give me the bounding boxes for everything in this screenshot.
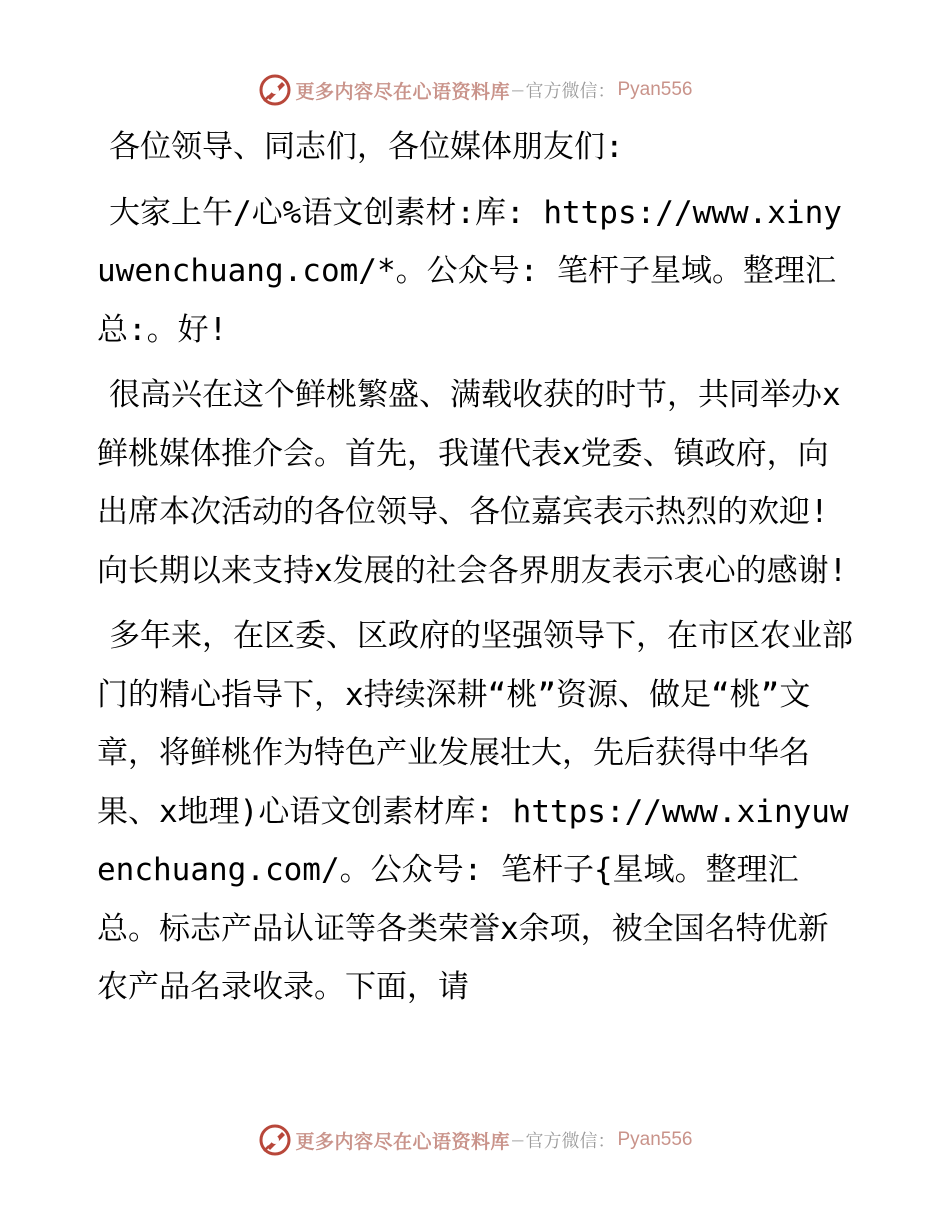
banner-wechat-label: 官方微信： xyxy=(525,1131,616,1152)
footer-banner xyxy=(0,1120,950,1160)
logo-icon xyxy=(258,1123,292,1157)
banner-title: 更多内容尽在心语资料库 xyxy=(295,80,511,103)
banner-wechat-id: Pyan556 xyxy=(617,1129,693,1150)
banner-wechat-id: Pyan556 xyxy=(617,79,693,100)
banner-dash: — xyxy=(512,1129,524,1151)
header-banner xyxy=(0,70,950,110)
paragraph-greeting: 各位领导、同志们，各位媒体朋友们: xyxy=(109,129,624,165)
banner-dash: — xyxy=(512,79,524,101)
banner-title: 更多内容尽在心语资料库 xyxy=(295,1130,511,1153)
paragraph-welcome: 很高兴在这个鲜桃繁盛、满载收获的时节，共同举办x鲜桃媒体推介会。首先，我谨代表x党委、镇政府，向出席本次活动的各位领导、各位嘉宾表示热烈的欢迎! 向长期以来支持x发展的社会各界朋友表示衷心的感谢! xyxy=(97,377,848,589)
banner-wechat-label: 官方微信： xyxy=(525,81,616,102)
paragraph-achievements: 多年来，在区委、区政府的坚强领导下，在市区农业部门的精心指导下，x持续深耕“桃”资源、做足“桃”文章，将鲜桃作为特色产业发展壮大，先后获得中华名果、x地理)心语文创素材库: https://www.xinyuwenchuang.com/。公众号: 笔杆子{星域。整理汇总。标志产品认证等各类荣誉x余项，被全国名特优新农产品名录收录。下面，请 xyxy=(97,618,853,1005)
logo-icon xyxy=(258,73,292,107)
document-body xyxy=(97,118,857,1024)
paragraph-good-morning: 大家上午/心%语文创素材:库: https://www.xinyuwenchuang.com/*。公众号: 笔杆子星域。整理汇总:。好! xyxy=(97,194,842,348)
